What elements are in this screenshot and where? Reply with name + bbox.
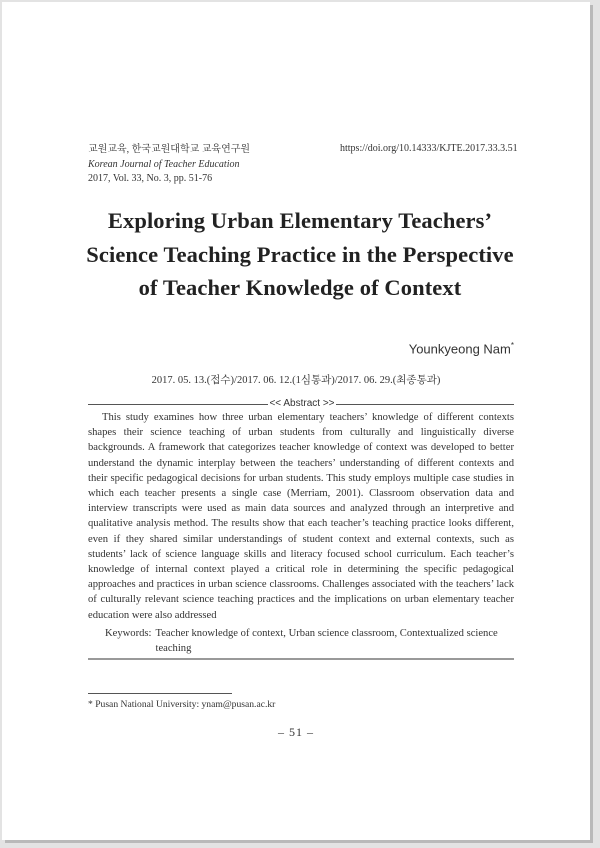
footnote-rule: [88, 693, 232, 694]
divider-line-left: [88, 404, 268, 405]
keywords: [105, 627, 515, 656]
keywords-label: Keywords:: [105, 628, 152, 639]
paper-title: [62, 204, 538, 305]
journal-header: [88, 143, 250, 187]
divider-line-right: [336, 404, 514, 405]
title-line-1: Exploring Urban Elementary Teachers’: [107, 208, 493, 233]
author: [409, 341, 514, 356]
author-name: Younkyeong Nam: [408, 341, 511, 357]
author-footnote-mark: *: [510, 341, 514, 350]
page-number: – 51 –: [278, 725, 314, 739]
abstract-text: This study examines how three urban elementary teachers’ knowledge of different contexts shapes their science teaching of urban students from culturally and linguistically diverse backgrounds. A framework that categorizes teacher knowledge of context was developed to better understand the dynamic interplay between the teachers’ understanding of different contexts and their specific pedagogical decisions for urban students. This study employs multiple case studies in which each teacher presents a single case (Merriam, 2001). Classroom observation data and interview transcripts were used as main data sources and analyzed through an interpretive and qualitative analysis method. The results show that each teacher’s teaching practice looks different, even if they shared similar understandings of student context and external contexts, such as students’ lack of science language skills and literacy focused school curriculum. Each teacher’s knowledge of internal context played a critical role in determining the specific pedagogical approaches and practices in urban science classrooms. Challenges associated with the teachers’ lack of culturally relevant science teaching practices and the implications on urban elementary teacher education were also addressed: [88, 412, 514, 621]
journal-name: Korean Journal of Teacher Education: [88, 158, 240, 170]
paper-page: [2, 2, 590, 840]
author-footnote: * Pusan National University: ynam@pusan.ac.kr: [88, 699, 276, 710]
publisher-line: 교원교육, 한국교원대학교 교육연구원: [88, 144, 251, 155]
abstract-divider: [88, 399, 514, 409]
title-line-2: Science Teaching Practice in the Perspective: [86, 241, 514, 267]
doi-link[interactable]: https://doi.org/10.14333/KJTE.2017.33.3.51: [340, 143, 518, 154]
keywords-text: Teacher knowledge of context, Urban science classroom, Contextualized science teaching: [155, 628, 498, 654]
title-line-3: of Teacher Knowledge of Context: [138, 275, 462, 300]
issue-info: 2017, Vol. 33, No. 3, pp. 51-76: [88, 173, 213, 184]
abstract-label: << Abstract >>: [269, 398, 335, 409]
abstract-bottom-rule: [88, 658, 514, 660]
submission-dates: 2017. 05. 13.(접수)/2017. 06. 12.(1심통과)/2017. 06. 29.(최종통과): [151, 375, 441, 386]
